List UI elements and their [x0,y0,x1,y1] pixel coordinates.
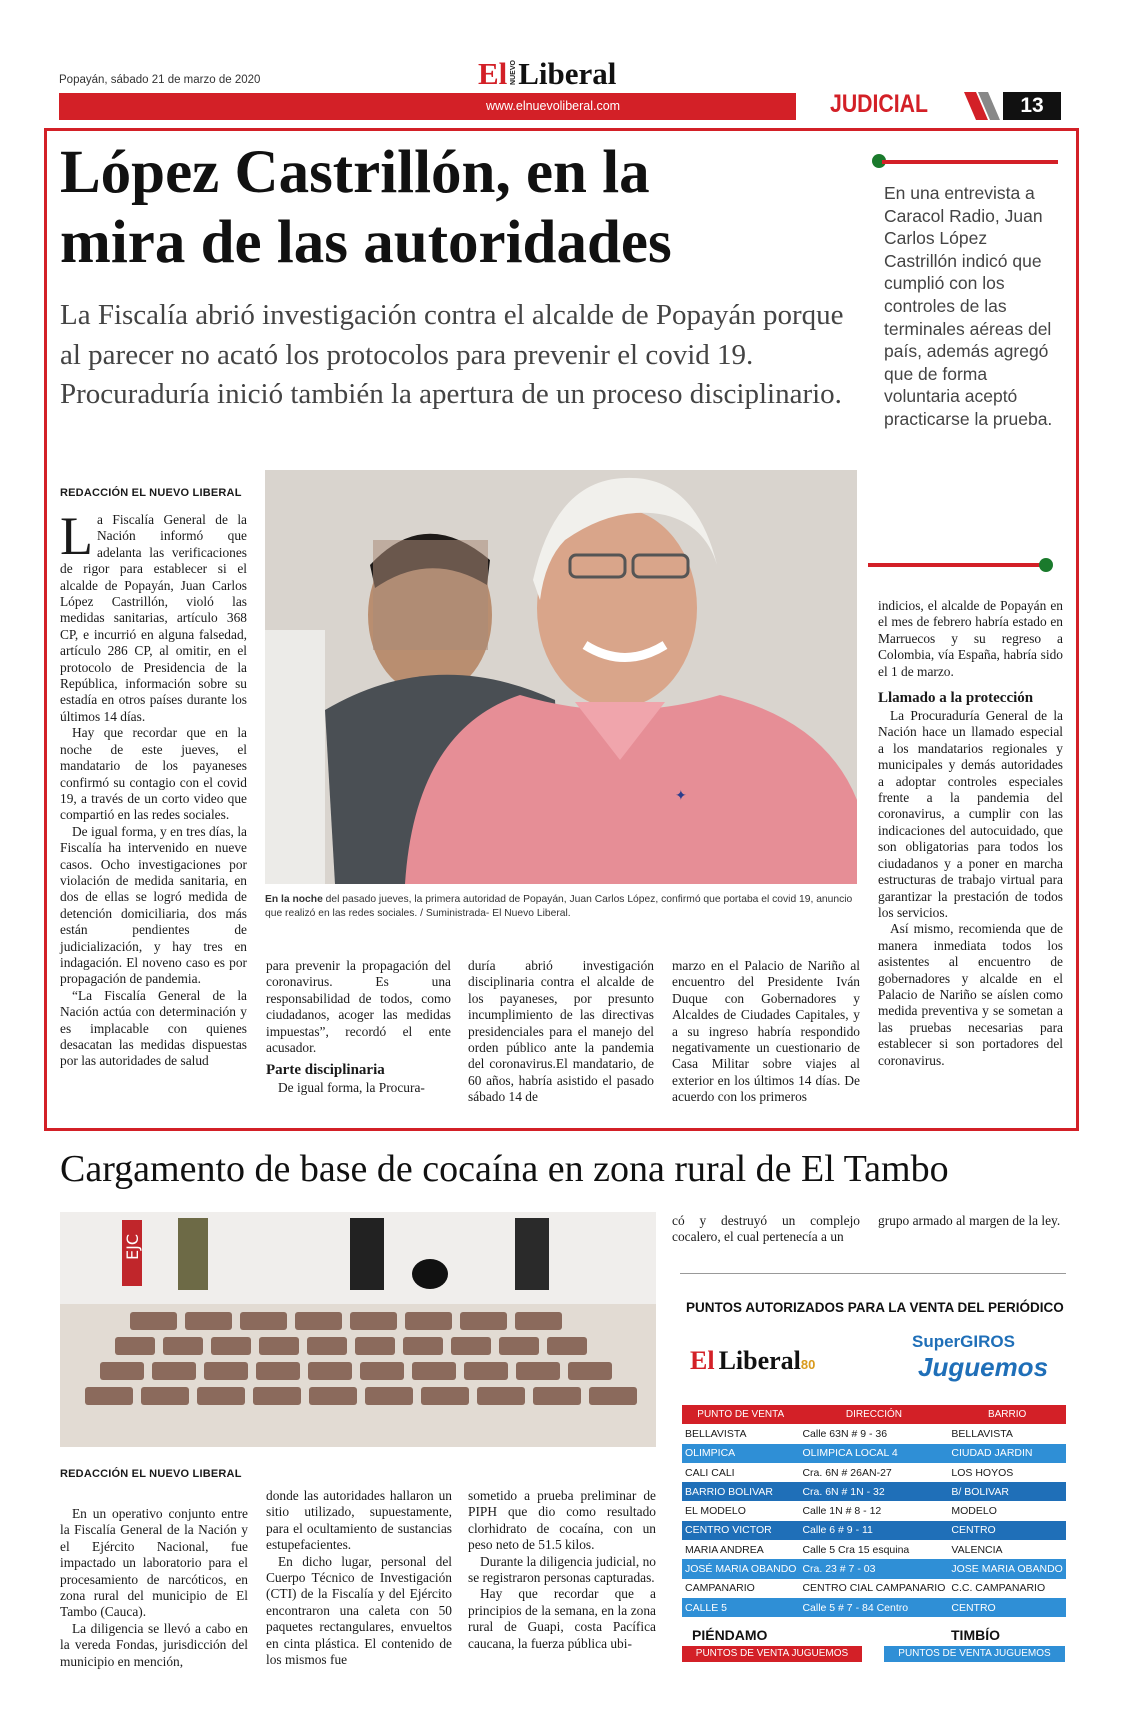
cell-punto: CALI CALI [685,1466,735,1479]
article-title-line-2: mira de las autoridades [60,209,672,276]
pullquote-text: En una entrevista a Caracol Radio, Juan Carlos López Castrillón indicó que cumplió con los controles de las terminales aéreas del país, además agregó que de forma voluntaria aceptó practicarse la prueba. [884,183,1053,429]
package [360,1362,404,1380]
article-column-2 [266,958,451,1097]
cell-punto: CAMPANARIO [685,1582,755,1595]
ad-title: PUNTOS AUTORIZADOS PARA LA VENTA DEL PERIÓDICO [686,1300,1064,1315]
piendamo-label: PUNTOS DE VENTA JUGUEMOS [682,1646,862,1662]
a2-c1-paragraph-2: La diligencia se llevó a cabo en la vereda Fondas, jurisdicción del municipio en mención, [60,1620,248,1669]
article-column-3 [468,958,654,1106]
article2-column-5 [878,1213,1063,1229]
cell-direccion: Cra. 6N # 26AN-27 [802,1466,892,1479]
package [100,1362,144,1380]
package [405,1312,452,1330]
a2-c3-paragraph-2: Durante la diligencia judicial, no se registraron personas capturadas. [468,1553,656,1586]
package [451,1337,491,1355]
package [403,1337,443,1355]
c1-paragraph-4: “La Fiscalía General de la Nación actúa con determinación y es implacable con quienes desacatan las medidas dispuestas por las autoridades de salud [60,987,247,1069]
table-row [682,1501,1066,1520]
cell-barrio: LOS HOYOS [951,1466,1014,1479]
package [163,1337,203,1355]
table-row [682,1598,1066,1617]
c2-paragraph-2: De igual forma, la Procura- [278,1080,425,1096]
pixelated-face [373,540,488,650]
cell-punto: BELLAVISTA [685,1427,747,1440]
article2-column-3 [468,1488,656,1652]
package [256,1362,300,1380]
cell-barrio: CENTRO [948,1521,1065,1540]
section-stripes [962,92,1004,120]
a2-c3-paragraph-3: Hay que recordar que a principios de la semana, en la zona rural de Guapi, costa Pacífica caucana, la fuerza pública ubi- [468,1586,656,1651]
c3-paragraph-1: duría abrió investigación disciplinaria contra el alcalde de los payaneses, por presunto incumplimiento de las directivas presidenciales para el manejo del orden público ante la pandemia del coronavirus.El mandatario, de 60 años, habría asistido el pasado sábado 14 de [468,958,654,1105]
package [204,1362,248,1380]
package [365,1387,413,1405]
ad-logo-el: El [690,1346,715,1375]
table-row [682,1482,1066,1501]
a2-c2-paragraph-2: En dicho lugar, personal del Cuerpo Técnico de Investigación (CTI) de la Fiscalía y del Ejército encontraron una caleta con 50 paquetes rectangulares, envueltos en cinta plástica. El contenido de los mismos fue [266,1553,452,1668]
ad-logo-liberal-word: Liberal [718,1346,801,1375]
cell-direccion: Calle 63N # 9 - 36 [802,1427,888,1440]
cell-direccion: Calle 6 # 9 - 11 [799,1521,948,1540]
cell-punto: OLIMPICA [682,1444,799,1463]
cell-direccion: Calle 5 Cra 15 esquina [802,1543,910,1556]
article-title-line-1: López Castrillón, en la [60,139,650,206]
table-row [682,1579,1066,1598]
photo-caption [265,893,855,920]
cell-punto: CENTRO VICTOR [682,1521,799,1540]
supergiros-logo: SuperGIROS [912,1332,1015,1351]
package [295,1312,342,1330]
package [141,1387,189,1405]
masthead-logo [478,56,616,90]
package [464,1362,508,1380]
issue-date: Popayán, sábado 21 de marzo de 2020 [59,74,261,86]
column-header-direccion: DIRECCIÓN [845,1409,902,1421]
cell-barrio: B/ BOLIVAR [948,1482,1065,1501]
a2-c5-paragraph-1: grupo armado al margen de la ley. [878,1213,1061,1228]
package [350,1312,397,1330]
subhead-proteccion: Llamado a la protección [878,690,1034,707]
pullquote-top-rule [882,160,1058,164]
a2-c3-paragraph-1: sometido a prueba preliminar de PIPH que dio como resultado clorhidrato de cocaína, con un peso neto de 51.5 kilos. [468,1488,656,1553]
ad-top-rule [680,1273,1066,1274]
ad-logo-liberal [690,1346,815,1376]
package [152,1362,196,1380]
column-header-barrio: BARRIO [987,1409,1027,1421]
package [185,1312,232,1330]
package [589,1387,637,1405]
c1-paragraph-2: Hay que recordar que en la noche de este jueves, el mandatario de los payaneses confirmó su contagio con el covid 19, a través de un corto video que compartió en las redes sociales. [60,725,247,823]
package [85,1387,133,1405]
town-piendamo: PIÉNDAMO [692,1627,768,1643]
cell-punto: MARIA ANDREA [685,1543,764,1556]
section-label: JUDICIAL [830,90,929,118]
package [477,1387,525,1405]
cell-barrio: CIUDAD JARDIN [948,1444,1065,1463]
package [355,1337,395,1355]
table-row [682,1424,1066,1443]
a2-c2-paragraph-1: donde las autoridades hallaron un sitio utilizado, supuestamente, para el ocultamiento de sustancias estupefacientes. [266,1488,452,1553]
c5-paragraph-2: La Procuraduría General de la Nación hace un llamado especial a los mandatarios regionales y municipales y demás autoridades a adoptar controles especiales frente a la pandemia del coronavirus, a cumplir con las indicaciones del autocuidado, que son obligatorias para todos los ciudadanos y a poner en marcha estructuras de trabajo virtual para garantizar la prestación de todos los servicios. [878,708,1063,920]
cell-barrio: VALENCIA [951,1543,1003,1556]
pullquote-bottom-dot [1039,558,1053,572]
c1-paragraph-1: a Fiscalía General de la Nación informó que adelanta las verificaciones de rigor para establecer si el alcalde de Popayán, Juan Carlos López Castrillón, violó las medidas sanitarias, artículo 368 CP, e incurrió en alguna falsedad, artículo 286 CP, al omitir, en el protocolo de Presidencia de la República, información sobre su estadía en otros países durante los últimos 14 días. [60,512,247,724]
caption-text: del pasado jueves, la primera autoridad de Popayán, Juan Carlos López, confirmó que portaba el covid 19, anuncio que realizó en las redes sociales. / Suministrada- El Nuevo Liberal. [265,894,853,919]
table-row [682,1444,1066,1463]
package [516,1362,560,1380]
article2-title: Cargamento de base de cocaína en zona rural de El Tambo [60,1148,949,1190]
table-row [682,1540,1066,1559]
article2-column-4 [672,1213,860,1246]
article-byline: REDACCIÓN EL NUEVO LIBERAL [60,487,242,499]
c5-paragraph-3: Así mismo, recomienda que de manera inmediata todos los asistentes al encuentro de gobernadores y alcalde en el Palacio de Nariño se aíslen como medida preventiva y se sometan a las pruebas necesarias para establecer si son portadores del coronavirus. [878,921,1063,1068]
svg-text:✦: ✦ [675,788,687,804]
cell-direccion: Calle 1N # 8 - 12 [802,1505,882,1518]
seizure-illustration [60,1212,656,1447]
article2-byline: REDACCIÓN EL NUEVO LIBERAL [60,1468,242,1480]
article-column-4 [672,958,860,1106]
package [421,1387,469,1405]
package [309,1387,357,1405]
cell-direccion: OLIMPICA LOCAL 4 [799,1444,948,1463]
package [211,1337,251,1355]
table-row [682,1521,1066,1540]
sales-points-table [682,1405,1065,1617]
ejc-banner: EJC [123,1234,142,1260]
pullquote-bottom-rule [868,563,1046,567]
logo-liberal: Liberal [518,56,617,91]
column-header-punto: PUNTO DE VENTA [697,1409,785,1421]
package [568,1362,612,1380]
cell-barrio: C.C. CAMPANARIO [951,1582,1046,1595]
package [130,1312,177,1330]
package [533,1387,581,1405]
article-column-1 [60,506,247,1070]
a2-c4-paragraph-1: có y destruyó un complejo cocalero, el cual pertenecía a un [672,1213,860,1245]
site-url[interactable]: www.elnuevoliberal.com [486,99,621,113]
package [547,1337,587,1355]
timbio-label: PUNTOS DE VENTA JUGUEMOS [884,1646,1065,1662]
cell-barrio: MODELO [951,1505,997,1518]
cell-barrio: CENTRO [948,1598,1065,1617]
package [197,1387,245,1405]
mayor-photo [265,470,857,884]
page-number: 13 [1003,92,1061,120]
table-row [682,1463,1066,1482]
package [460,1312,507,1330]
cell-punto: BARRIO BOLIVAR [682,1482,799,1501]
package [308,1362,352,1380]
logo-nuevo: NUEVO [510,60,518,85]
article-column-5 [878,598,1063,1069]
photo-illustration [265,470,857,884]
package [499,1337,539,1355]
dropcap: L [60,506,93,566]
cell-barrio: JOSE MARIA OBANDO [948,1559,1065,1578]
a2-c1-paragraph-1: En un operativo conjunto entre la Fiscalía General de la Nación y el Ejército Nacional, fue impactado un laboratorio para el procesamiento de narcóticos, en zona rural del municipio de El Tambo (Cauca). [60,1506,248,1620]
c1-paragraph-3: De igual forma, y en tres días, la Fiscalía ha intervenido en nueve casos. Ocho investigaciones por violación de medida sanitaria, en dos de ellas se logró medida de detención domiciliaria, dos más están pendientes de judicialización, y hay tres en indagación. El noveno caso es por propagación de pandemia. [60,823,247,987]
cell-punto: CALLE 5 [682,1598,799,1617]
juguemos-logo: Juguemos [918,1352,1049,1382]
article2-column-1 [60,1506,248,1670]
cell-direccion: Calle 5 # 7 - 84 Centro [799,1598,948,1617]
cell-direccion: Cra. 23 # 7 - 03 [799,1559,948,1578]
caption-lead: En la noche [265,894,323,905]
package [515,1312,562,1330]
table-row [682,1559,1066,1578]
header-red-band [59,93,796,120]
article-title [60,138,672,278]
article2-column-2 [266,1488,452,1668]
cell-barrio: BELLAVISTA [951,1427,1013,1440]
package [253,1387,301,1405]
table-header-row [682,1405,1066,1424]
c2-paragraph-1: para prevenir la propagación del coronavirus. Es una responsabilidad de todos, como ciudadanos, acoger las medidas impuestas”, recordó el ente acusador. [266,958,451,1056]
ad-logo-80: 80 [800,1357,816,1372]
package [412,1362,456,1380]
stripe-graphic [962,92,1004,120]
logo-el: El [478,56,508,91]
c5-paragraph-1: indicios, el alcalde de Popayán en el mes de febrero habría estado en Marruecos y su regreso a Colombia, vía España, habría sido el 1 de marzo. [878,598,1063,679]
town-timbio: TIMBÍO [951,1627,1000,1643]
subhead-disciplinaria: Parte disciplinaria [266,1062,385,1079]
package [240,1312,287,1330]
c4-paragraph-1: marzo en el Palacio de Nariño al encuentro del Presidente Iván Duque con Gobernadores y Alcaldes de Ciudades Capitales, y a su ingreso habría respondido negativamente un cuestionario de Casa Militar sobre viajes al exterior en los últimos 14 días. De acuerdo con los primeros [672,958,860,1105]
package [115,1337,155,1355]
package [259,1337,299,1355]
cocaine-photo [60,1212,656,1447]
article-deck: La Fiscalía abrió investigación contra el alcalde de Popayán porque al parecer no acató los protocolos para prevenir el covid 19. Procuraduría inició también la apertura de un proceso disciplinario. [60,299,844,410]
package [307,1337,347,1355]
cell-direccion: CENTRO CIAL CAMPANARIO [802,1582,946,1595]
cell-punto: EL MODELO [685,1505,746,1518]
cell-direccion: Cra. 6N # 1N - 32 [799,1482,948,1501]
cell-punto: JOSÉ MARIA OBANDO [682,1559,799,1578]
